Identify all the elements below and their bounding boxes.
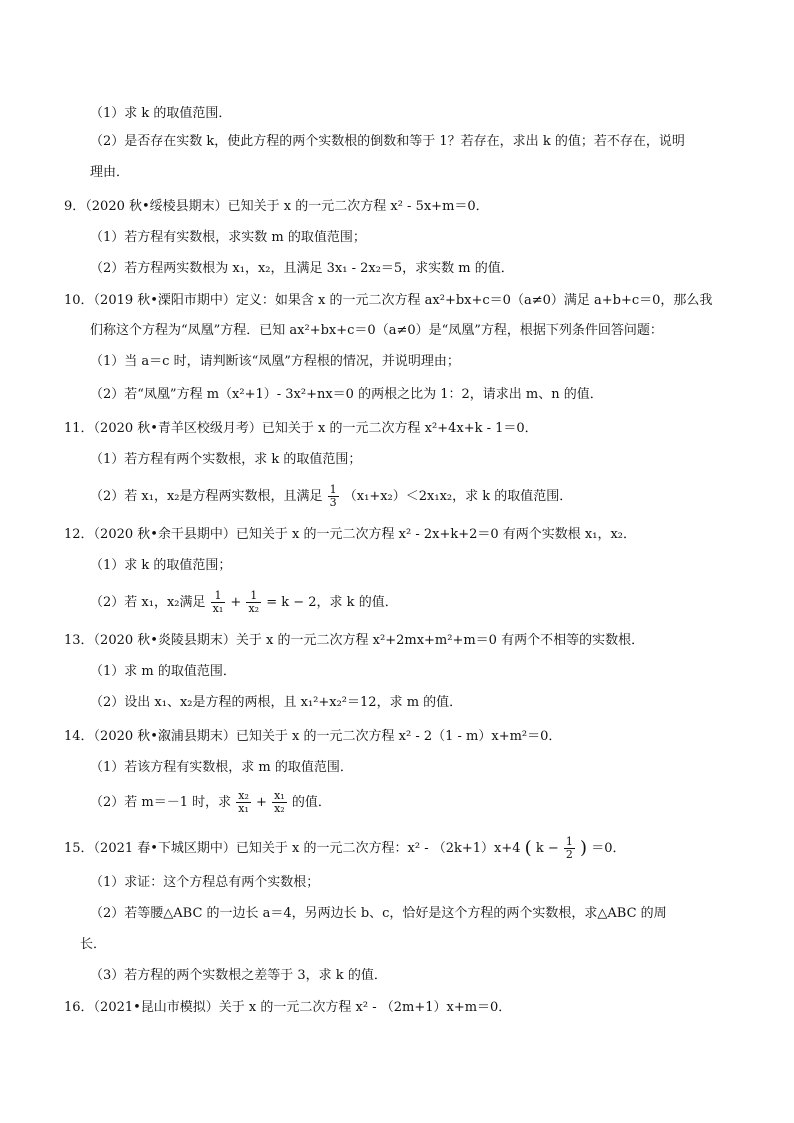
q12-plus: +	[230, 595, 242, 610]
q15-paren-open: (	[524, 837, 532, 859]
q14-frac1-num: x₂	[238, 789, 249, 802]
q11-part1: （1）若方程有两个实数根，求 k 的取值范围；	[90, 452, 362, 467]
q16-head: 16．（2021•昆山市模拟）关于 x 的一元二次方程 x² - （2m+1）x+m＝0．	[64, 1000, 512, 1015]
q8-part2: （2）是否存在实数 k，使此方程的两个实数根的倒数和等于 1？若存在，求出 k 的值；若不存在，说明	[90, 134, 685, 149]
q10-part1: （1）当 a＝c 时，请判断该“凤凰”方程根的情况，并说明理由；	[90, 354, 460, 369]
q11-part2-pre: （2）若 x₁，x₂是方程两实数根，且满足	[90, 489, 323, 504]
q9-head: 9．（2020 秋•绥棱县期末）已知关于 x 的一元二次方程 x² - 5x+m＝0．	[64, 199, 489, 214]
q15-frac-num: 1	[565, 835, 573, 848]
q15-part2: （2）若等腰△ABC 的一边长 a＝4，另两边长 b、c，恰好是这个方程的两个实数根，求△ABC 的周	[90, 906, 667, 921]
q12-frac2-num: 1	[246, 590, 261, 603]
q14-part2	[90, 790, 331, 815]
q12-part2-pre: （2）若 x₁，x₂满足	[90, 595, 206, 610]
q9-part2: （2）若方程两实数根为 x₁，x₂，且满足 3x₁ - 2x₂＝5，求实数 m 的值．	[90, 261, 514, 276]
q15-head-post: ＝0．	[591, 841, 626, 856]
q11-part2	[90, 484, 572, 509]
q10-head: 10．（2019 秋•溧阳市期中）定义：如果含 x 的一元二次方程 ax²+bx+c＝0（a≠0）满足 a+b+c＝0，那么我	[64, 293, 713, 308]
q10-head-cont: 们称这个方程为“凤凰”方程．已知 ax²+bx+c＝0（a≠0）是“凤凰”方程，根据下列条件回答问题：	[90, 323, 663, 338]
q14-head: 14．（2020 秋•溆浦县期末）已知关于 x 的一元二次方程 x² - 2（1 - m）x+m²＝0．	[64, 729, 562, 744]
q14-fraction-1	[236, 790, 251, 815]
q14-part1: （1）若该方程有实数根，求 m 的取值范围．	[90, 760, 353, 775]
q14-frac2-den: x₂	[274, 802, 285, 815]
q13-head: 13．（2020 秋•炎陵县期末）关于 x 的一元二次方程 x²+2mx+m²+m＝0 有两个不相等的实数根．	[64, 633, 645, 648]
q12-fraction-1	[211, 590, 226, 615]
q14-fraction-2	[272, 790, 287, 815]
q12-frac1-num: 1	[211, 590, 226, 603]
q8-part2-cont: 理由．	[90, 165, 130, 180]
q15-frac-den: 2	[565, 848, 573, 861]
q12-part2-post: = k − 2，求 k 的值．	[266, 595, 398, 610]
q14-frac2-num: x₁	[274, 789, 285, 802]
q11-fraction	[328, 484, 339, 509]
q15-paren-close: )	[580, 837, 588, 859]
q14-part2-post: 的值．	[291, 795, 331, 810]
q8-part1: （1）求 k 的取值范围．	[90, 106, 232, 121]
q15-head-k: k −	[535, 841, 559, 856]
q11-frac-den: 3	[329, 496, 337, 509]
q15-fraction	[564, 836, 575, 861]
q15-part2-cont: 长．	[80, 937, 107, 952]
q12-part1: （1）求 k 的取值范围；	[90, 558, 232, 573]
q14-part2-pre: （2）若 m＝－1 时，求	[90, 795, 232, 810]
q15-part1: （1）求证：这个方程总有两个实数根；	[90, 875, 320, 890]
q11-head: 11．（2020 秋•青羊区校级月考）已知关于 x 的一元二次方程 x²+4x+k - 1＝0．	[64, 421, 538, 436]
q12-frac1-den: x₁	[212, 602, 224, 615]
q11-part2-post: （x₁+x₂）＜2x₁x₂，求 k 的取值范围．	[343, 489, 573, 504]
q9-part1: （1）若方程有实数根，求实数 m 的取值范围；	[90, 230, 366, 245]
q12-head: 12．（2020 秋•余干县期中）已知关于 x 的一元二次方程 x² - 2x+k+2＝0 有两个实数根 x₁，x₂．	[64, 527, 637, 542]
q14-plus: +	[256, 795, 267, 810]
q13-part1: （1）求 m 的取值范围．	[90, 664, 236, 679]
q12-part2	[90, 590, 398, 615]
q10-part2: （2）若“凤凰”方程 m（x²+1）- 3x²+nx＝0 的两根之比为 1：2，请求出 m、n 的值．	[90, 387, 603, 402]
q12-fraction-2	[246, 590, 261, 615]
q15-head	[64, 836, 625, 861]
q11-frac-num: 1	[329, 483, 337, 496]
q15-part3: （3）若方程的两个实数根之差等于 3，求 k 的值．	[90, 968, 387, 983]
q15-head-pre: 15．（2021 春•下城区期中）已知关于 x 的一元二次方程：x² - （2k+1）x+4	[64, 841, 521, 856]
q13-part2: （2）设出 x₁、x₂是方程的两根，且 x₁²+x₂²＝12，求 m 的值．	[90, 695, 463, 710]
q14-frac1-den: x₁	[238, 802, 249, 815]
q12-frac2-den: x₂	[248, 602, 260, 615]
